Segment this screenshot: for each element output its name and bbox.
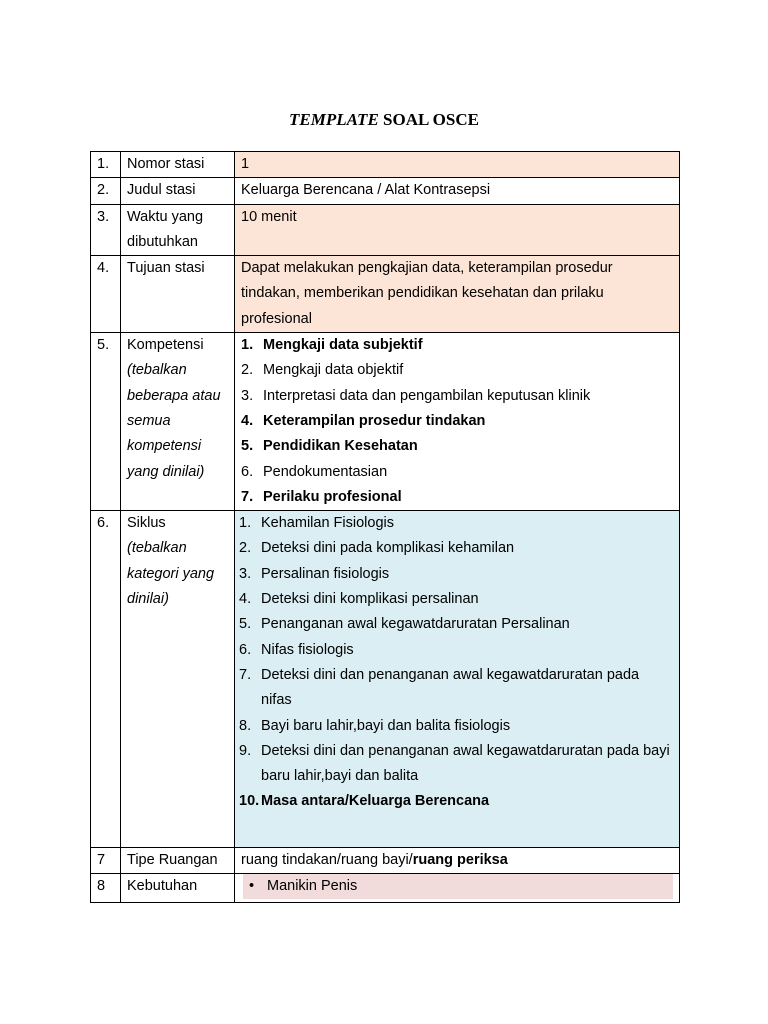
list-text: Kehamilan Fisiologis bbox=[261, 515, 394, 532]
list-text: Mengkaji data objektif bbox=[263, 362, 404, 379]
row-label: Tipe Ruangan bbox=[121, 847, 235, 873]
list-item bbox=[241, 485, 673, 510]
list-item bbox=[239, 714, 673, 739]
list-text: Interpretasi data dan pengambilan keputusan klinik bbox=[263, 387, 591, 404]
list-item bbox=[239, 739, 673, 790]
list-text: Deteksi dini dan penanganan awal kegawatdaruratan pada nifas bbox=[261, 666, 640, 709]
list-number: 5. bbox=[241, 438, 254, 455]
cycle-list-cell bbox=[235, 511, 680, 848]
row-value: 10 menit bbox=[235, 204, 680, 256]
list-number: 1. bbox=[241, 337, 254, 354]
table-row bbox=[91, 204, 680, 256]
competency-list-cell bbox=[235, 333, 680, 511]
row-label-cell bbox=[121, 333, 235, 511]
list-number: 3. bbox=[241, 387, 254, 404]
row-label: Kompetensi bbox=[127, 337, 204, 354]
competency-list bbox=[241, 333, 673, 510]
list-item bbox=[243, 874, 673, 899]
list-number: 4. bbox=[239, 591, 252, 608]
title-italic: TEMPLATE bbox=[289, 110, 379, 129]
list-item bbox=[241, 409, 673, 434]
cell-spacer bbox=[239, 815, 673, 847]
list-item bbox=[239, 562, 673, 587]
list-number: 4. bbox=[241, 412, 254, 429]
list-text: Deteksi dini komplikasi persalinan bbox=[261, 591, 479, 608]
cycle-list bbox=[239, 511, 673, 815]
table-row bbox=[91, 511, 680, 848]
list-text: Nifas fisiologis bbox=[261, 641, 354, 658]
list-number: 2. bbox=[241, 362, 254, 379]
list-number: 7. bbox=[241, 488, 254, 505]
row-value-normal: ruang tindakan/ruang bayi/ bbox=[241, 851, 413, 868]
list-item bbox=[239, 511, 673, 536]
table-row bbox=[91, 847, 680, 873]
list-number: 10. bbox=[239, 793, 260, 810]
row-note: (tebalkan beberapa atau semua kompetensi yang dinilai) bbox=[127, 362, 221, 480]
row-label: Nomor stasi bbox=[121, 152, 235, 178]
row-label: Waktu yang dibutuhkan bbox=[121, 204, 235, 256]
row-number: 1. bbox=[91, 152, 121, 178]
row-value: 1 bbox=[235, 152, 680, 178]
row-value-cell bbox=[235, 874, 680, 903]
row-value: Keluarga Berencana / Alat Kontrasepsi bbox=[235, 178, 680, 204]
table-row bbox=[91, 152, 680, 178]
list-number: 1. bbox=[239, 515, 252, 532]
row-number: 5. bbox=[91, 333, 121, 511]
row-number: 4. bbox=[91, 256, 121, 333]
list-item bbox=[239, 638, 673, 663]
page-title bbox=[0, 110, 768, 130]
list-item bbox=[239, 789, 673, 814]
row-number: 3. bbox=[91, 204, 121, 256]
table-row bbox=[91, 333, 680, 511]
list-item bbox=[239, 587, 673, 612]
table-row bbox=[91, 256, 680, 333]
list-text: Masa antara/Keluarga Berencana bbox=[261, 793, 490, 810]
row-label: Judul stasi bbox=[121, 178, 235, 204]
row-value-cell bbox=[235, 847, 680, 873]
bullet-icon: • bbox=[249, 878, 255, 895]
list-number: 5. bbox=[239, 616, 252, 633]
list-number: 6. bbox=[239, 641, 252, 658]
list-number: 6. bbox=[241, 463, 254, 480]
list-text: Penanganan awal kegawatdaruratan Persalinan bbox=[261, 616, 570, 633]
list-number: 2. bbox=[239, 540, 252, 557]
list-item bbox=[241, 434, 673, 459]
row-number: 8 bbox=[91, 874, 121, 903]
list-text: Manikin Penis bbox=[267, 878, 358, 895]
title-rest: SOAL OSCE bbox=[378, 110, 479, 129]
row-label-cell bbox=[121, 511, 235, 848]
list-number: 3. bbox=[239, 565, 252, 582]
table-row bbox=[91, 178, 680, 204]
row-label: Kebutuhan bbox=[121, 874, 235, 903]
row-value: Dapat melakukan pengkajian data, keterampilan prosedur tindakan, memberikan pendidikan kesehatan dan prilaku profesional bbox=[235, 256, 680, 333]
list-item bbox=[239, 612, 673, 637]
list-text: Deteksi dini dan penanganan awal kegawatdaruratan pada bayi baru lahir,bayi dan balita bbox=[261, 742, 670, 785]
list-item bbox=[241, 384, 673, 409]
list-number: 8. bbox=[239, 717, 252, 734]
list-text: Perilaku profesional bbox=[263, 488, 402, 505]
list-text: Pendidikan Kesehatan bbox=[263, 438, 418, 455]
list-item bbox=[239, 536, 673, 561]
osce-table bbox=[90, 151, 680, 903]
row-label: Tujuan stasi bbox=[121, 256, 235, 333]
list-item bbox=[241, 333, 673, 358]
list-text: Deteksi dini pada komplikasi kehamilan bbox=[261, 540, 515, 557]
row-note: (tebalkan kategori yang dinilai) bbox=[127, 540, 215, 608]
row-number: 7 bbox=[91, 847, 121, 873]
list-text: Bayi baru lahir,bayi dan balita fisiologis bbox=[261, 717, 511, 734]
list-text: Pendokumentasian bbox=[263, 463, 388, 480]
list-number: 9. bbox=[239, 742, 252, 759]
list-item bbox=[241, 358, 673, 383]
list-text: Keterampilan prosedur tindakan bbox=[263, 412, 486, 429]
list-item bbox=[239, 663, 673, 714]
row-number: 6. bbox=[91, 511, 121, 848]
list-number: 7. bbox=[239, 666, 252, 683]
list-item bbox=[241, 460, 673, 485]
table-row bbox=[91, 874, 680, 903]
list-text: Mengkaji data subjektif bbox=[263, 337, 423, 354]
row-value-bold: ruang periksa bbox=[412, 851, 508, 868]
row-number: 2. bbox=[91, 178, 121, 204]
row-label: Siklus bbox=[127, 515, 166, 532]
list-text: Persalinan fisiologis bbox=[261, 565, 390, 582]
